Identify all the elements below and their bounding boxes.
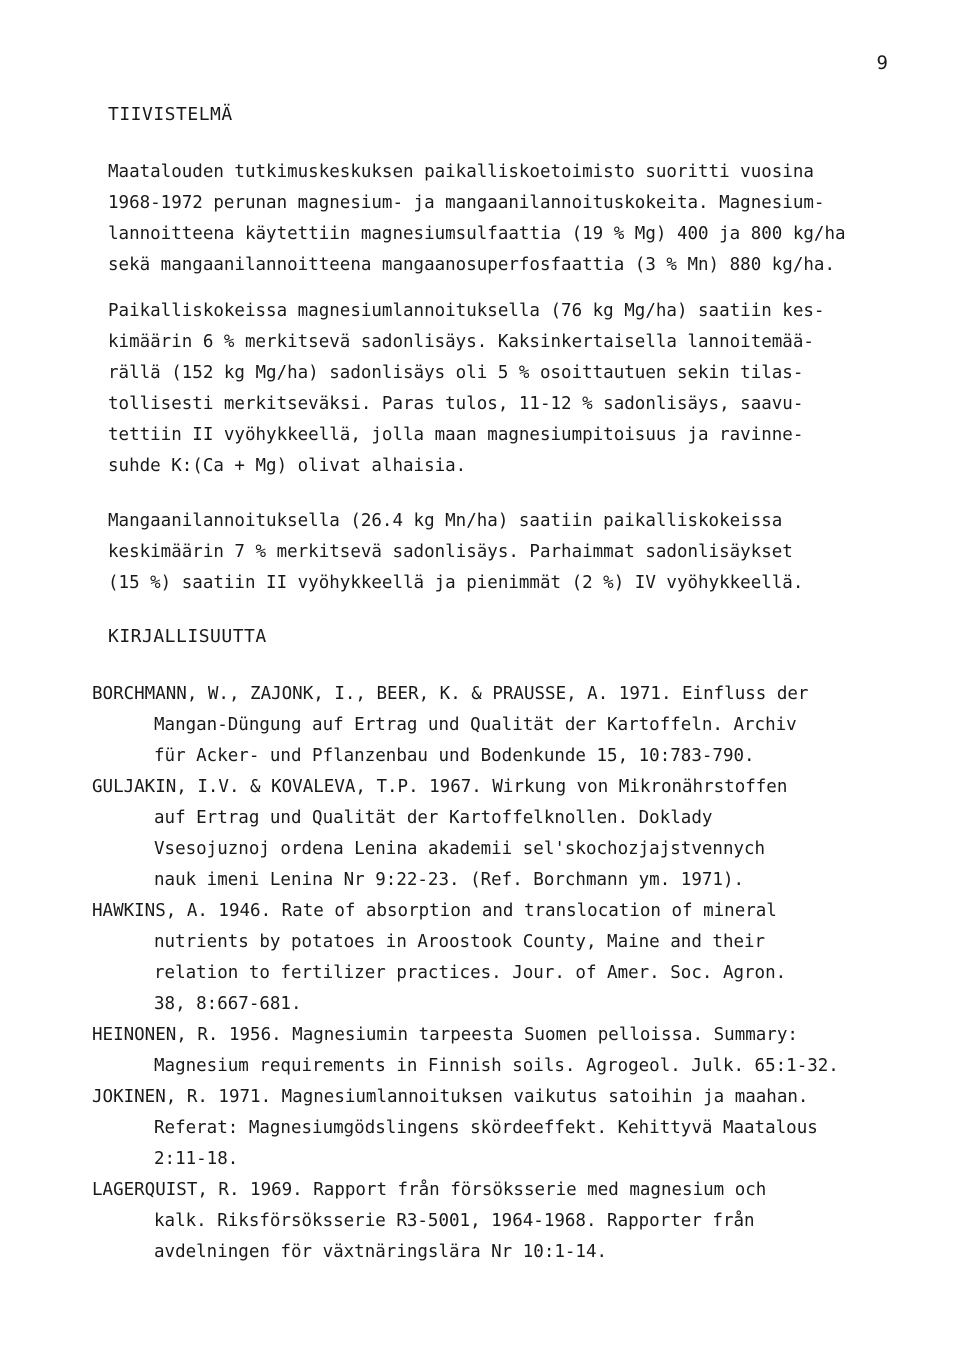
reference-line: 38, 8:667-681. bbox=[154, 994, 302, 1014]
reference-line: avdelningen för växtnäringslära Nr 10:1-14. bbox=[154, 1242, 608, 1262]
text-line: 1968-1972 perunan magnesium- ja mangaanilannoituskokeita. Magnesium- bbox=[108, 193, 825, 213]
reference-line: LAGERQUIST, R. 1969. Rapport från försöksserie med magnesium och bbox=[92, 1180, 767, 1200]
reference-line: HEINONEN, R. 1956. Magnesiumin tarpeesta Suomen pelloissa. Summary: bbox=[92, 1025, 798, 1045]
reference-line: BORCHMANN, W., ZAJONK, I., BEER, K. & PRAUSSE, A. 1971. Einfluss der bbox=[92, 684, 809, 704]
summary-heading: TIIVISTELMÄ bbox=[108, 104, 233, 125]
reference-heinonen bbox=[92, 1020, 947, 1082]
reference-line: kalk. Riksförsöksserie R3-5001, 1964-1968. Rapporter från bbox=[154, 1211, 755, 1231]
reference-line: Magnesium requirements in Finnish soils. Agrogeol. Julk. 65:1-32. bbox=[154, 1056, 839, 1076]
summary-paragraph-3 bbox=[108, 506, 943, 599]
text-line: kimäärin 6 % merkitsevä sadonlisäys. Kaksinkertaisella lannoitemää- bbox=[108, 332, 814, 352]
text-line: tollisesti merkitseväksi. Paras tulos, 11-12 % sadonlisäys, saavu- bbox=[108, 394, 804, 414]
summary-paragraph-2 bbox=[108, 296, 943, 482]
text-line: rällä (152 kg Mg/ha) sadonlisäys oli 5 % osoittautuen sekin tilas- bbox=[108, 363, 804, 383]
reference-line: Referat: Magnesiumgödslingens skördeeffekt. Kehittyvä Maatalous bbox=[154, 1118, 818, 1138]
reference-line: HAWKINS, A. 1946. Rate of absorption and translocation of mineral bbox=[92, 901, 777, 921]
text-line: sekä mangaanilannoitteena mangaanosuperfosfaattia (3 % Mn) 880 kg/ha. bbox=[108, 255, 835, 275]
text-line: (15 %) saatiin II vyöhykkeellä ja pienimmät (2 %) IV vyöhykkeellä. bbox=[108, 573, 804, 593]
text-line: lannoitteena käytettiin magnesiumsulfaattia (19 % Mg) 400 ja 800 kg/ha bbox=[108, 224, 846, 244]
reference-line: relation to fertilizer practices. Jour. of Amer. Soc. Agron. bbox=[154, 963, 787, 983]
reference-line: Vsesojuznoj ordena Lenina akademii sel'skochozjajstvennych bbox=[154, 839, 766, 859]
reference-list bbox=[92, 679, 947, 1268]
summary-paragraph-1 bbox=[108, 157, 943, 281]
reference-line: auf Ertrag und Qualität der Kartoffelknollen. Doklady bbox=[154, 808, 713, 828]
reference-line: Mangan-Düngung auf Ertrag und Qualität der Kartoffeln. Archiv bbox=[154, 715, 797, 735]
text-line: suhde K:(Ca + Mg) olivat alhaisia. bbox=[108, 456, 467, 476]
reference-line: GULJAKIN, I.V. & KOVALEVA, T.P. 1967. Wirkung von Mikronährstoffen bbox=[92, 777, 788, 797]
reference-line: 2:11-18. bbox=[154, 1149, 239, 1169]
reference-hawkins bbox=[92, 896, 947, 1020]
text-line: Mangaanilannoituksella (26.4 kg Mn/ha) saatiin paikalliskokeissa bbox=[108, 511, 783, 531]
reference-line: nauk imeni Lenina Nr 9:22-23. (Ref. Borchmann ym. 1971). bbox=[154, 870, 745, 890]
text-line: keskimäärin 7 % merkitsevä sadonlisäys. Parhaimmat sadonlisäykset bbox=[108, 542, 793, 562]
reference-line: JOKINEN, R. 1971. Magnesiumlannoituksen vaikutus satoihin ja maahan. bbox=[92, 1087, 809, 1107]
page-number: 9 bbox=[876, 52, 888, 74]
reference-line: für Acker- und Pflanzenbau und Bodenkunde 15, 10:783-790. bbox=[154, 746, 755, 766]
text-line: tettiin II vyöhykkeellä, jolla maan magnesiumpitoisuus ja ravinne- bbox=[108, 425, 804, 445]
reference-line: nutrients by potatoes in Aroostook County, Maine and their bbox=[154, 932, 766, 952]
reference-jokinen bbox=[92, 1082, 947, 1175]
reference-guljakin bbox=[92, 772, 947, 896]
text-line: Paikalliskokeissa magnesiumlannoituksella (76 kg Mg/ha) saatiin kes- bbox=[108, 301, 825, 321]
literature-heading: KIRJALLISUUTTA bbox=[108, 626, 267, 647]
text-line: Maatalouden tutkimuskeskuksen paikalliskoetoimisto suoritti vuosina bbox=[108, 162, 814, 182]
reference-borchmann bbox=[92, 679, 947, 772]
reference-lagerquist bbox=[92, 1175, 947, 1268]
